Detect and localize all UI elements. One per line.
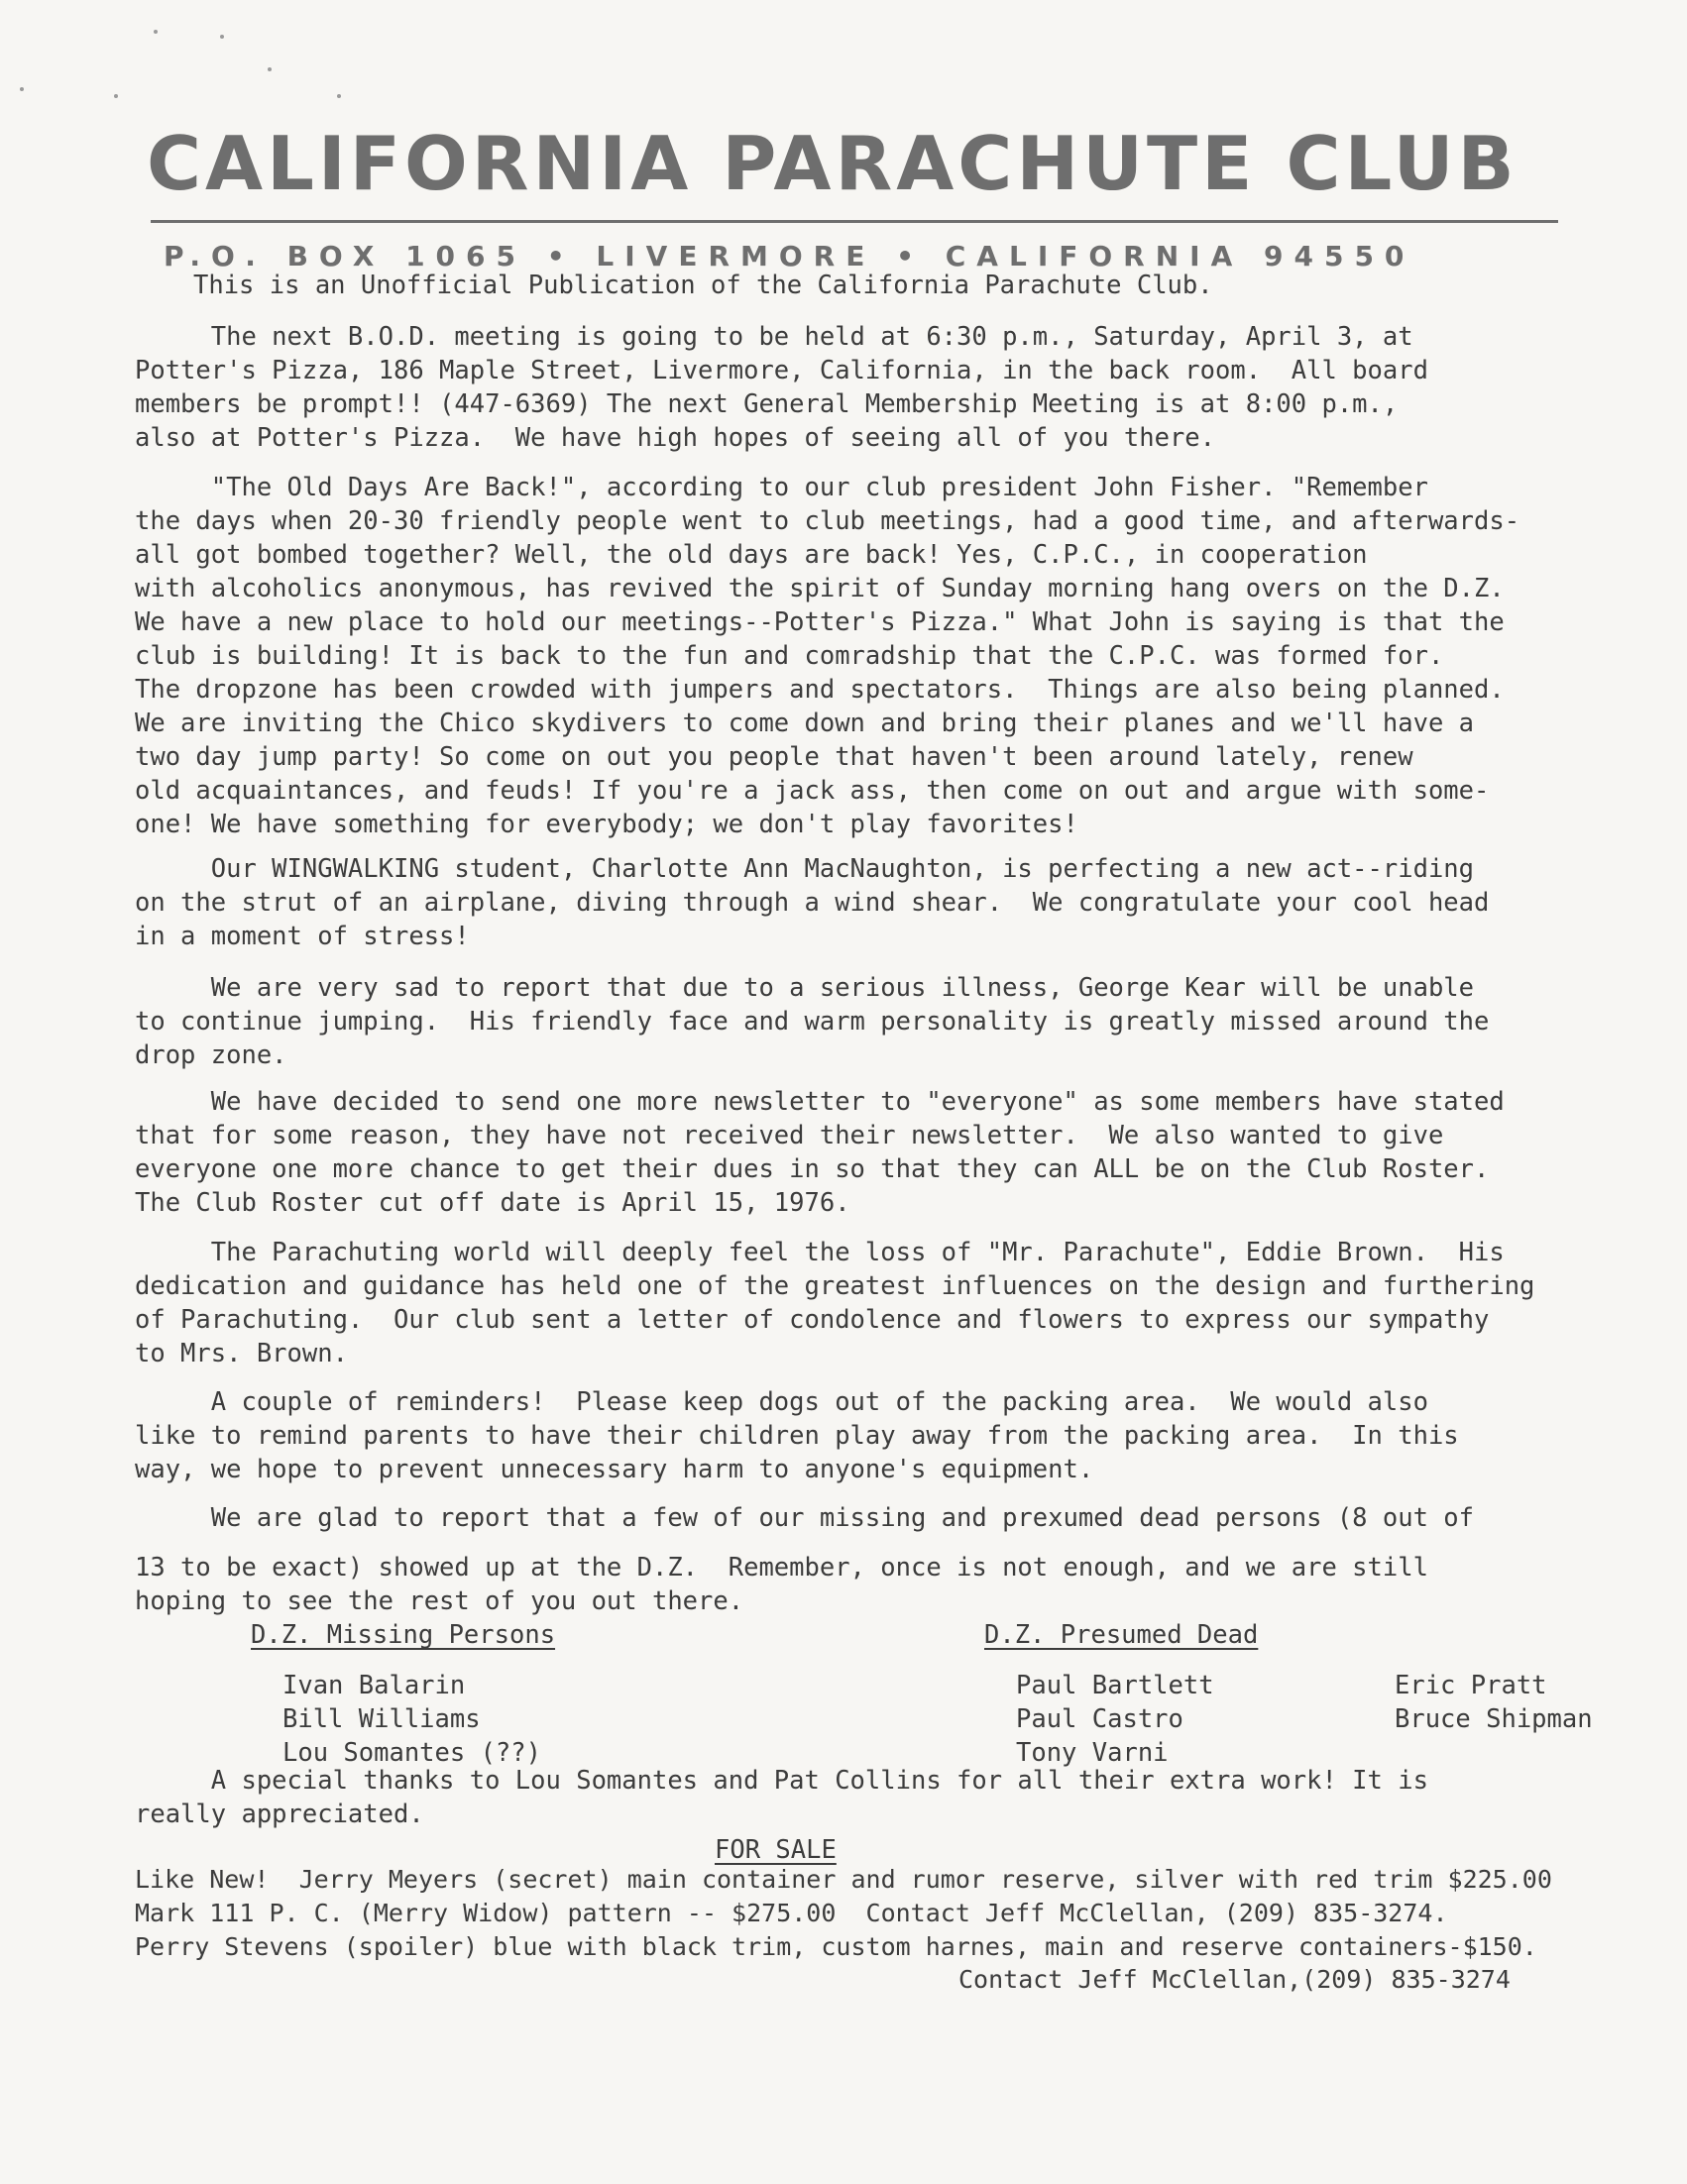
missing-person: Ivan Balarin bbox=[282, 1671, 466, 1700]
text-line: also at Potter's Pizza. We have high hopes of seeing all of you there. bbox=[135, 423, 1216, 453]
text-line: on the strut of an airplane, diving through a wind shear. We congratulate your cool head bbox=[135, 888, 1490, 918]
text-line: to Mrs. Brown. bbox=[135, 1339, 348, 1368]
paragraph-thanks bbox=[135, 1764, 1661, 1831]
intro-line: This is an Unofficial Publication of the California Parachute Club. bbox=[193, 271, 1213, 300]
paragraph-newsletter bbox=[135, 1085, 1661, 1220]
for-sale-item: Mark 111 P. C. (Merry Widow) pattern -- $275.00 Contact Jeff McClellan, (209) 835-3274. bbox=[135, 1899, 1448, 1927]
text-line: The Parachuting world will deeply feel the loss of "Mr. Parachute", Eddie Brown. His bbox=[135, 1238, 1505, 1267]
text-line: Potter's Pizza, 186 Maple Street, Livermore, California, in the back room. All board bbox=[135, 356, 1428, 385]
text-line: We are inviting the Chico skydivers to come down and bring their planes and we'll have a bbox=[135, 709, 1475, 738]
text-line: one! We have something for everybody; we don't play favorites! bbox=[135, 810, 1078, 839]
text-line: We have decided to send one more newsletter to "everyone" as some members have stated bbox=[135, 1087, 1505, 1117]
presumed-dead-person: Paul Castro bbox=[1016, 1704, 1183, 1734]
for-sale-heading: FOR SALE bbox=[715, 1835, 837, 1865]
paragraph-eddie-brown bbox=[135, 1236, 1661, 1370]
text-line: Our WINGWALKING student, Charlotte Ann MacNaughton, is perfecting a new act--riding bbox=[135, 854, 1475, 884]
paragraph-wingwalking bbox=[135, 852, 1661, 953]
text-line: everyone one more chance to get their dues in so that they can ALL be on the Club Roster. bbox=[135, 1154, 1490, 1184]
text-line: way, we hope to prevent unnecessary harm to anyone's equipment. bbox=[135, 1455, 1094, 1484]
paragraph-george-kear bbox=[135, 971, 1661, 1072]
text-line: drop zone. bbox=[135, 1040, 287, 1070]
presumed-dead-person: Tony Varni bbox=[1016, 1738, 1169, 1768]
presumed-dead-person: Eric Pratt bbox=[1395, 1671, 1547, 1700]
text-line: with alcoholics anonymous, has revived the spirit of Sunday morning hang overs on the D.Z. bbox=[135, 574, 1505, 603]
text-line: like to remind parents to have their children play away from the packing area. In this bbox=[135, 1421, 1459, 1451]
for-sale-item: Perry Stevens (spoiler) blue with black trim, custom harnes, main and reserve containers-$150. bbox=[135, 1932, 1537, 1961]
text-line: We have a new place to hold our meetings--Potter's Pizza." What John is saying is that the bbox=[135, 607, 1505, 637]
text-line: in a moment of stress! bbox=[135, 922, 470, 951]
text-line: old acquaintances, and feuds! If you're a jack ass, then come on out and argue with some- bbox=[135, 776, 1490, 806]
missing-person: Lou Somantes (??) bbox=[282, 1738, 541, 1768]
text-line: A couple of reminders! Please keep dogs out of the packing area. We would also bbox=[135, 1387, 1428, 1417]
text-line: members be prompt!! (447-6369) The next General Membership Meeting is at 8:00 p.m., bbox=[135, 389, 1399, 419]
masthead-title: CALIFORNIA PARACHUTE CLUB bbox=[147, 120, 1518, 207]
text-line: the days when 20-30 friendly people went to club meetings, had a good time, and afterwards- bbox=[135, 506, 1520, 536]
text-line: A special thanks to Lou Somantes and Pat Collins for all their extra work! It is bbox=[135, 1766, 1428, 1796]
text-line: to continue jumping. His friendly face and warm personality is greatly missed around the bbox=[135, 1007, 1490, 1037]
text-line: hoping to see the rest of you out there. bbox=[135, 1586, 744, 1616]
presumed-dead-heading: D.Z. Presumed Dead bbox=[984, 1620, 1259, 1650]
text-line: all got bombed together? Well, the old days are back! Yes, C.P.C., in cooperation bbox=[135, 540, 1368, 570]
text-line: The dropzone has been crowded with jumpers and spectators. Things are also being planned. bbox=[135, 675, 1505, 705]
paragraph-old-days bbox=[135, 471, 1661, 841]
text-line: We are very sad to report that due to a serious illness, George Kear will be unable bbox=[135, 973, 1475, 1003]
missing-persons-heading: D.Z. Missing Persons bbox=[251, 1620, 556, 1650]
text-line: that for some reason, they have not received their newsletter. We also wanted to give bbox=[135, 1121, 1444, 1150]
text-line: We are glad to report that a few of our missing and prexumed dead persons (8 out of bbox=[135, 1503, 1475, 1533]
masthead-rule bbox=[151, 220, 1558, 223]
text-line: The next B.O.D. meeting is going to be held at 6:30 p.m., Saturday, April 3, at bbox=[135, 322, 1413, 352]
text-line: two day jump party! So come on out you people that haven't been around lately, renew bbox=[135, 742, 1413, 772]
masthead-address: P.O. BOX 1065 • LIVERMORE • CALIFORNIA 94550 bbox=[164, 240, 1415, 273]
paragraph-reminders bbox=[135, 1385, 1661, 1486]
text-line: of Parachuting. Our club sent a letter of condolence and flowers to express our sympathy bbox=[135, 1305, 1490, 1335]
presumed-dead-person: Paul Bartlett bbox=[1016, 1671, 1214, 1700]
text-line: The Club Roster cut off date is April 15, 1976. bbox=[135, 1188, 850, 1218]
for-sale-item: Like New! Jerry Meyers (secret) main container and rumor reserve, silver with red trim $225.00 bbox=[135, 1865, 1552, 1894]
text-line: "The Old Days Are Back!", according to our club president John Fisher. "Remember bbox=[135, 473, 1428, 502]
text-line: 13 to be exact) showed up at the D.Z. Remember, once is not enough, and we are still bbox=[135, 1553, 1428, 1583]
missing-person: Bill Williams bbox=[282, 1704, 481, 1734]
text-line: dedication and guidance has held one of the greatest influences on the design and furthering bbox=[135, 1271, 1535, 1301]
paragraph-meeting bbox=[135, 320, 1661, 455]
for-sale-contact: Contact Jeff McClellan,(209) 835-3274 bbox=[958, 1965, 1511, 1994]
text-line: club is building! It is back to the fun and comradship that the C.P.C. was formed for. bbox=[135, 641, 1444, 671]
text-line: really appreciated. bbox=[135, 1800, 424, 1829]
presumed-dead-person: Bruce Shipman bbox=[1395, 1704, 1593, 1734]
paragraph-missing-intro bbox=[135, 1501, 1661, 1618]
